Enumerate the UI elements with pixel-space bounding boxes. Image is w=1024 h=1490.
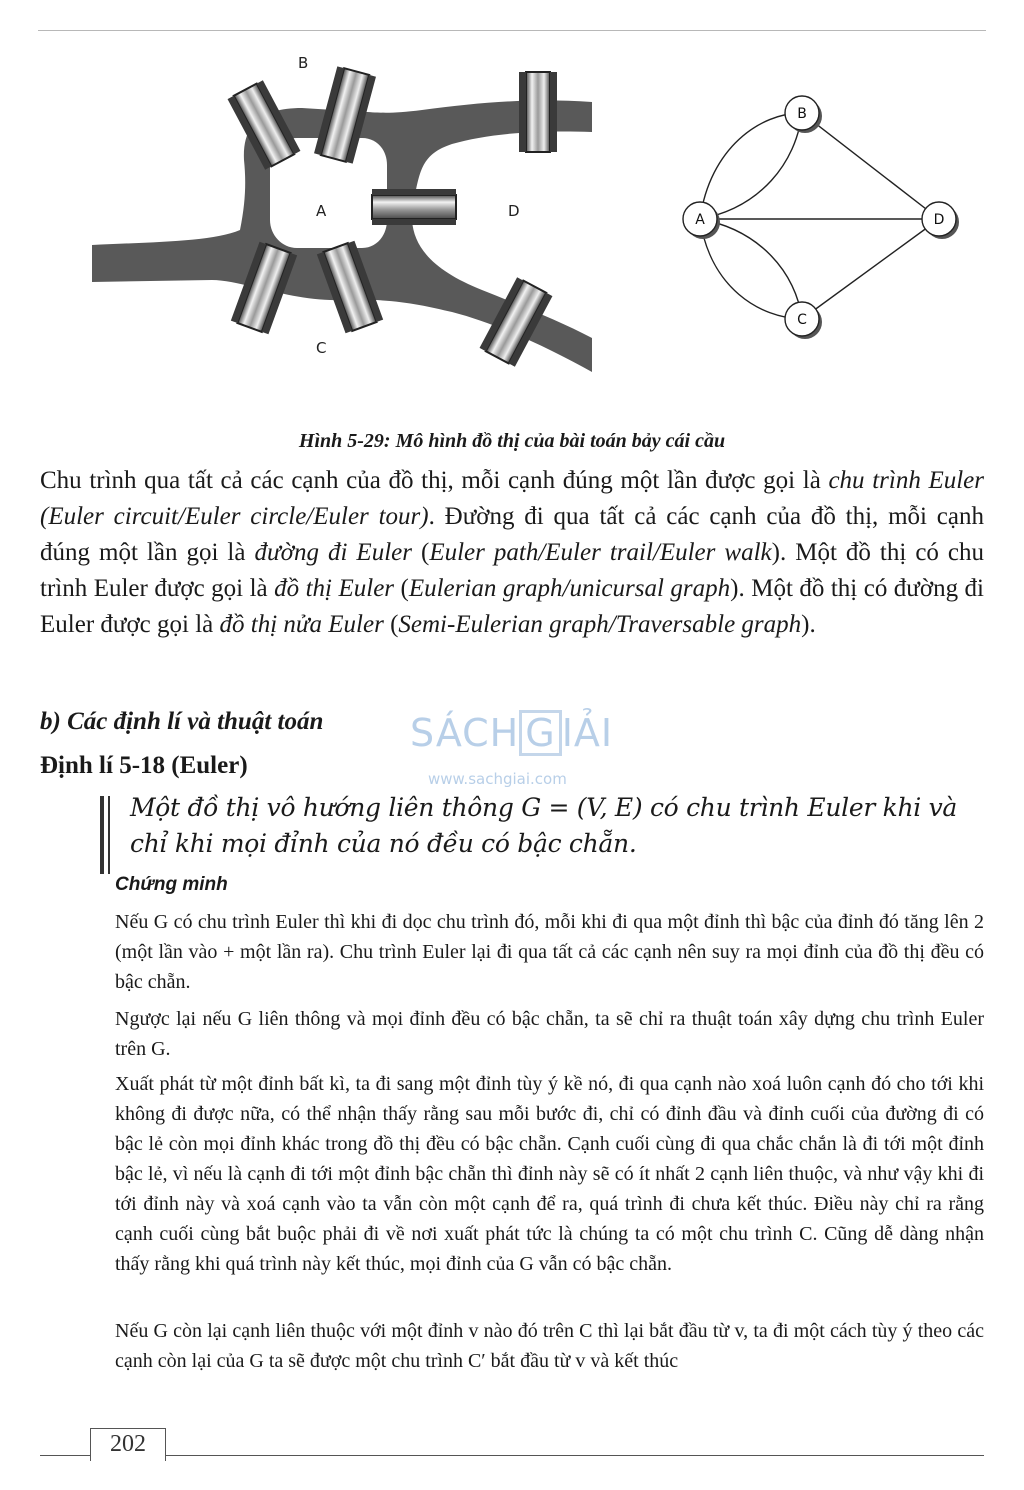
watermark-text: SÁCH (410, 711, 520, 755)
region-label-b: B (298, 54, 309, 72)
bridge (519, 72, 557, 152)
watermark-url: www.sachgiai.com (428, 770, 567, 788)
intro-text: Chu trình qua tất cả các cạnh của đồ thị, mỗi cạnh đúng một lần được gọi là (40, 467, 829, 494)
intro-paragraph (40, 463, 984, 643)
intro-term: chu trình Euler (Euler circuit/Euler circle/Euler tour) (40, 467, 984, 530)
intro-term: đồ thị nửa Euler (219, 611, 384, 638)
proof-paragraph: Nếu G còn lại cạnh liên thuộc với một đỉnh v nào đó trên C thì lại bắt đầu từ v, ta đi một cách tùy ý theo các cạnh còn lại của G ta sẽ được một chu trình C′ bắt đầu từ v và kết thúc (115, 1320, 984, 1372)
graph-node-label: C (797, 312, 807, 328)
intro-text: ). Một đồ thị có chu trình Euler được gọi là (40, 539, 985, 602)
konigsberg-bridges-figure (92, 50, 592, 380)
theorem-statement: Một đồ thị vô hướng liên thông G = (V, E) có chu trình Euler khi và chỉ khi mọi đỉnh của nó đều có bậc chẵn. (130, 793, 958, 858)
intro-term: Eulerian graph/unicursal graph (408, 575, 731, 602)
intro-term: Semi-Eulerian graph/Traversable graph (398, 611, 802, 638)
graph-edge (802, 113, 939, 219)
region-label-c: C (316, 339, 327, 357)
proof-title: Chứng minh (115, 874, 228, 895)
intro-text: ( (383, 611, 399, 638)
intro-text: ( (394, 575, 409, 602)
proof-paragraph: Nếu G có chu trình Euler thì khi đi dọc chu trình đó, mỗi khi đi qua một đỉnh thì bậc của đỉnh đó tăng lên 2 (một lần vào + một lần ra). Chu trình Euler lại đi qua tất cả các cạnh nên suy ra mọi đỉnh của đồ thị đều có bậc chẵn. (115, 911, 984, 993)
theorem-box (100, 790, 984, 870)
graph-edge (802, 219, 939, 319)
graph-node-d (922, 202, 959, 239)
graph-node-label: B (797, 106, 807, 122)
region-label-d: D (508, 202, 520, 220)
proof-paragraph: Ngược lại nếu G liên thông và mọi đỉnh đều có bậc chẵn, ta sẽ chỉ ra thuật toán xây dựng chu trình Euler trên G. (115, 1008, 984, 1060)
intro-text: ( (411, 539, 430, 566)
watermark-text: IẢI (561, 711, 614, 755)
page-number: 202 (110, 1431, 146, 1457)
graph-edges (700, 113, 939, 319)
footer-rule (40, 1455, 90, 1456)
intro-term: Euler path/Euler trail/Euler walk (429, 539, 772, 566)
konigsberg-graph-figure (670, 88, 980, 348)
proof-paragraph: Xuất phát từ một đỉnh bất kì, ta đi sang một đỉnh tùy ý kề nó, đi qua cạnh nào xoá luôn cạnh đó cho tới khi không đi được nữa, có thể nhận thấy rằng sau mỗi bước đi, chỉ có đỉnh đầu và đỉnh cuối của đường đi có bậc lẻ còn mọi đỉnh khác trong đồ thị đều có bậc chẵn. Cạnh cuối cùng đi qua chắc chắn là đi tới một đỉnh bậc lẻ, vì nếu là cạnh đi tới một đỉnh bậc chẵn thì đỉnh này sẽ có ít nhất 2 cạnh liên thuộc, và như vậy khi đi tới đỉnh này và xoá cạnh vào ta vẫn còn một cạnh để ra, quá trình đi chưa kết thúc. Điều này chỉ ra rằng cạnh cuối cùng bắt buộc phải đi về nơi xuất phát tức là chúng ta có một chu trình C. Cũng dễ dàng nhận thấy rằng khi quá trình này kết thúc, mọi đỉnh của G vẫn có bậc chẵn. (115, 1073, 984, 1275)
graph-node-a (683, 202, 720, 239)
theorem-title: Định lí 5-18 (Euler) (40, 752, 248, 779)
graph-edge (700, 219, 802, 319)
theorem-bar (100, 796, 104, 874)
graph-node-c (785, 302, 822, 339)
intro-term: đường đi Euler (254, 539, 412, 566)
graph-node-b (785, 96, 822, 133)
intro-text: ). (801, 611, 816, 638)
intro-text: . Đường đi qua tất cả các cạnh của đồ thị, mỗi cạnh đúng một lần gọi là (40, 503, 985, 566)
graph-node-label: D (933, 212, 945, 228)
bridge (372, 189, 456, 225)
watermark (410, 696, 620, 796)
graph-node-label: A (695, 212, 705, 228)
figure-caption: Hình 5-29: Mô hình đồ thị của bài toán bảy cái cầu (298, 430, 726, 452)
graph-edge (700, 113, 802, 219)
intro-term: đồ thị Euler (274, 575, 395, 602)
footer-rule (166, 1455, 984, 1456)
watermark-text: G (519, 710, 561, 756)
section-heading: b) Các định lí và thuật toán (40, 708, 324, 735)
header-rule (38, 30, 986, 31)
theorem-bar (108, 796, 110, 874)
watermark-logo (410, 710, 613, 756)
region-label-a: A (316, 202, 327, 220)
intro-text: ). Một đồ thị có đường đi Euler được gọi là (40, 575, 984, 638)
